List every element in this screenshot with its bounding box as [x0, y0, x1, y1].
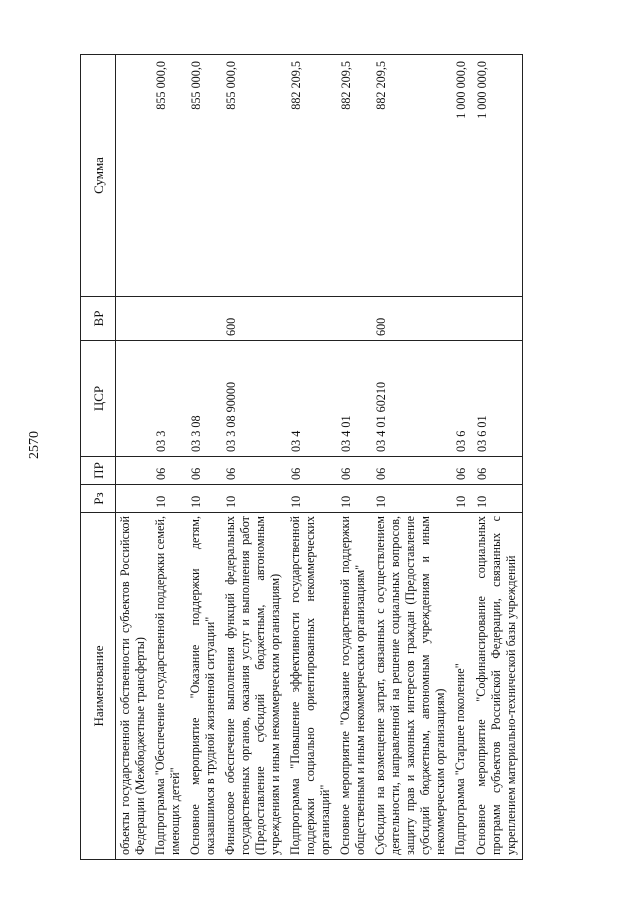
- row-vr: [116, 297, 152, 341]
- row-name: Подпрограмма "Повышение эффективности государственной поддержки социально ориентированных некоммерческих организаций": [286, 513, 336, 860]
- row-pr: 06: [336, 457, 371, 485]
- row-csr: 03 3 08: [186, 341, 221, 457]
- row-rz: 10: [286, 485, 336, 513]
- row-pr: 06: [371, 457, 451, 485]
- table-row: [336, 55, 371, 860]
- row-rz: 10: [151, 485, 186, 513]
- page-number: 2570: [27, 431, 42, 459]
- row-name: Подпрограмма "Обеспечение государственной поддержки семей, имеющих детей": [151, 513, 186, 860]
- row-csr: 03 6 01: [472, 341, 523, 457]
- row-csr: 03 3 08 90000: [221, 341, 286, 457]
- row-vr: [336, 297, 371, 341]
- row-sum: 855 000,0: [186, 55, 221, 297]
- table-row: [221, 55, 286, 860]
- row-name: Основное мероприятие "Оказание поддержки детям, оказавшимся в трудной жизненной ситуации": [186, 513, 221, 860]
- row-rz: 10: [472, 485, 523, 513]
- row-sum: 882 209,5: [336, 55, 371, 297]
- row-csr: 03 3: [151, 341, 186, 457]
- row-rz: 10: [221, 485, 286, 513]
- row-pr: 06: [451, 457, 472, 485]
- table-row: [116, 55, 152, 860]
- header-vr: ВР: [81, 297, 116, 341]
- row-rz: 10: [336, 485, 371, 513]
- row-sum: 855 000,0: [221, 55, 286, 297]
- table-header-row: [81, 55, 116, 860]
- row-sum: 1 000 000,0: [451, 55, 472, 297]
- header-pr: ПР: [81, 457, 116, 485]
- row-pr: 06: [221, 457, 286, 485]
- row-name: Финансовое обеспечение выполнения функций федеральных государственных органов, оказания услуг и выполнения работ (Предоставление субсидий бюджетным, автономным учреждениям и иным некоммерческим организациям): [221, 513, 286, 860]
- row-name: объекты государственной собственности субъектов Российской Федерации (Межбюджетные трансферты): [116, 513, 152, 860]
- row-sum: 855 000,0: [151, 55, 186, 297]
- header-rz: Рз: [81, 485, 116, 513]
- budget-table: [80, 54, 523, 860]
- row-sum: 882 209,5: [371, 55, 451, 297]
- row-pr: [116, 457, 152, 485]
- row-rz: 10: [451, 485, 472, 513]
- table-row: [371, 55, 451, 860]
- row-name: Основное мероприятие "Софинансирование социальных программ субъектов Российской Федерации, связанных с укреплением материально-технической базы учреждений: [472, 513, 523, 860]
- row-vr: [151, 297, 186, 341]
- row-sum: 882 209,5: [286, 55, 336, 297]
- row-pr: 06: [186, 457, 221, 485]
- row-csr: 03 4 01: [336, 341, 371, 457]
- rotated-page-content: [80, 55, 610, 860]
- row-name: Субсидии на возмещение затрат, связанных с осуществлением деятельности, направленной на решение социальных вопросов, защиту прав и законных интересов граждан (Предоставление субсидий бюджетным, автономным учреждениям и иным некоммерческим организациям): [371, 513, 451, 860]
- row-rz: [116, 485, 152, 513]
- row-vr: [186, 297, 221, 341]
- table-row: [472, 55, 523, 860]
- table-row: [151, 55, 186, 860]
- header-name: Наименование: [81, 513, 116, 860]
- row-pr: 06: [151, 457, 186, 485]
- row-csr: 03 4 01 60210: [371, 341, 451, 457]
- table-row: [186, 55, 221, 860]
- row-sum: [116, 55, 152, 297]
- row-vr: [286, 297, 336, 341]
- row-name: Подпрограмма "Старшее поколение": [451, 513, 472, 860]
- table-row: [451, 55, 472, 860]
- row-pr: 06: [472, 457, 523, 485]
- row-csr: 03 6: [451, 341, 472, 457]
- row-vr: [451, 297, 472, 341]
- header-csr: ЦСР: [81, 341, 116, 457]
- row-rz: 10: [186, 485, 221, 513]
- row-name: Основное мероприятие "Оказание государственной поддержки общественным и иным некоммерческим организациям": [336, 513, 371, 860]
- row-csr: 03 4: [286, 341, 336, 457]
- table-row: [286, 55, 336, 860]
- row-rz: 10: [371, 485, 451, 513]
- row-vr: 600: [371, 297, 451, 341]
- header-sum: Сумма: [81, 55, 116, 297]
- row-vr: [472, 297, 523, 341]
- row-vr: 600: [221, 297, 286, 341]
- row-csr: [116, 341, 152, 457]
- row-pr: 06: [286, 457, 336, 485]
- row-sum: 1 000 000,0: [472, 55, 523, 297]
